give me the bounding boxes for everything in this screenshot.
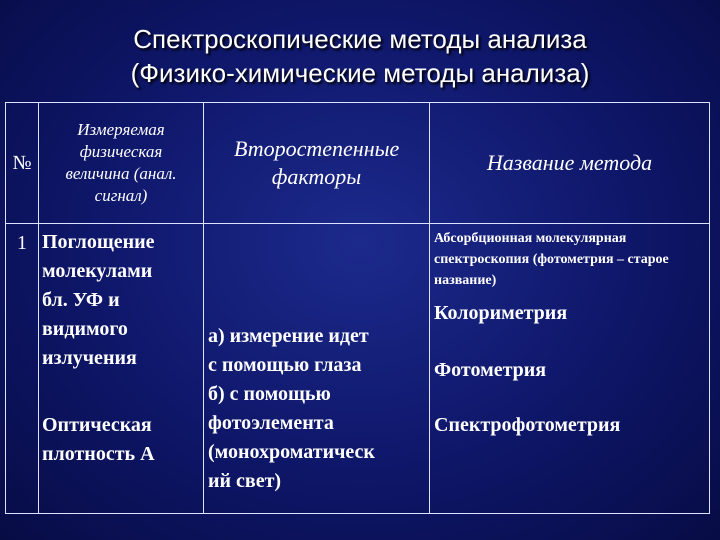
header-number: № <box>6 103 39 224</box>
measured-line: молекулами <box>42 260 153 282</box>
secondary-factors-cell <box>204 224 430 514</box>
header-measured-text: Измеряемая физическая величина (анал. сигнал) <box>65 120 177 205</box>
method-colorimetry: Колориметрия <box>434 302 568 324</box>
slide-title <box>0 22 720 90</box>
slide-title-line-2: (Физико-химические методы анализа) <box>130 58 590 88</box>
secondary-line: ий свет) <box>208 470 282 492</box>
secondary-line: а) измерение идет <box>208 325 369 347</box>
measured-line: излучения <box>42 347 137 369</box>
method-spectrophotometry: Спектрофотометрия <box>434 414 621 436</box>
secondary-line: фотоэлемента <box>208 412 334 434</box>
method-photometry: Фотометрия <box>434 359 547 381</box>
header-method-name: Название метода <box>430 103 710 224</box>
methods-table <box>5 102 710 514</box>
table-row <box>6 224 710 514</box>
measured-line: бл. УФ и <box>42 289 120 311</box>
measured-quantity-cell <box>39 224 204 514</box>
method-name-cell <box>430 224 710 514</box>
header-secondary-text: Второстепенные факторы <box>234 136 400 189</box>
slide-title-line-1: Спектроскопические методы анализа <box>133 24 587 54</box>
optical-density-line: плотность А <box>42 443 155 465</box>
row-number: 1 <box>6 224 39 514</box>
method-absorption-spectroscopy: Абсорбционная молекулярная спектроскопия (фотометрия – старое название) <box>434 231 669 288</box>
header-measured-quantity <box>39 103 204 224</box>
table-header-row <box>6 103 710 224</box>
header-secondary-factors <box>204 103 430 224</box>
secondary-line: (монохроматическ <box>208 441 375 463</box>
secondary-line: с помощью глаза <box>208 354 362 376</box>
measured-line: видимого <box>42 318 128 340</box>
measured-line: Поглощение <box>42 231 155 253</box>
secondary-line: б) с помощью <box>208 383 331 405</box>
optical-density-line: Оптическая <box>42 414 152 436</box>
